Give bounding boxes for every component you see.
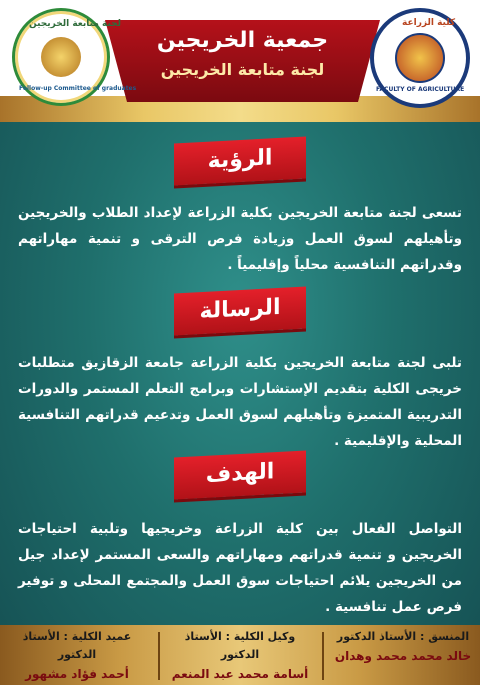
faculty-logo <box>370 8 470 108</box>
vice-dean-name: أسامة محمد عبد المنعم <box>171 667 309 681</box>
mission-text: تلبى لجنة متابعة الخريجين بكلية الزراعة جامعة الزقازيق متطلبات خريجى الكلية بتقديم الإستشارات وبرامج التعلم المستمر والدورات التدريبية المتميزة وتأهيلهم لسوق العمل وتدعيم قدراتهم التنافسية المحلية والإقليمية . <box>18 355 462 449</box>
vice-dean <box>165 628 315 684</box>
gear-emblem-icon <box>395 33 445 83</box>
footer-divider <box>158 632 160 680</box>
coordinator <box>328 628 478 666</box>
committee-logo-arabic: لجنة متابعة الخريجين <box>29 19 121 29</box>
coordinator-role: المنسق : الأستاذ الدكتور <box>336 630 470 643</box>
vice-dean-role: وكيل الكلية : الأستاذ الدكتور <box>184 630 296 661</box>
dean-role: عميد الكلية : الأستاذ الدكتور <box>22 630 132 661</box>
vision-text: تسعى لجنة متابعة الخريجين بكلية الزراعة لإعداد الطلاب والخريجين وتأهيلهم لسوق العمل وزيادة فرص الترقى و تنمية مهاراتهم وقدراتهم التنافسية محلياً وإقليمياً . <box>18 205 462 273</box>
page-subtitle: لجنة متابعة الخريجين <box>160 60 325 79</box>
goal-text: التواصل الفعال بين كلية الزراعة وخريجيها وتلبية احتياجات الخريجين و تنمية قدراتهم ومهاراتهم والسعى المستمر لإعداد جيل من الخريجين يلائم احتياجات سوق العمل والمجتمع المحلى و توفير فرص عمل تنافسية . <box>18 521 462 615</box>
committee-logo-english: Follow-up Committee of graduates <box>19 85 137 92</box>
footer-divider <box>322 632 324 680</box>
faculty-logo-english: FACULTY OF AGRICULTURE <box>376 86 465 93</box>
mission-heading: الرسالة <box>174 287 306 336</box>
committee-logo <box>12 8 137 106</box>
faculty-logo-arabic: كلية الزراعة <box>402 18 456 28</box>
dean-name: أحمد فؤاد مشهور <box>25 667 129 681</box>
page-title: جمعية الخريجين <box>156 28 329 53</box>
goal-heading: الهدف <box>174 451 306 500</box>
dean <box>2 628 152 684</box>
coordinator-name: خالد محمد محمد وهدان <box>334 649 472 663</box>
vision-heading: الرؤية <box>174 137 306 186</box>
graduation-cap-icon <box>41 37 81 77</box>
